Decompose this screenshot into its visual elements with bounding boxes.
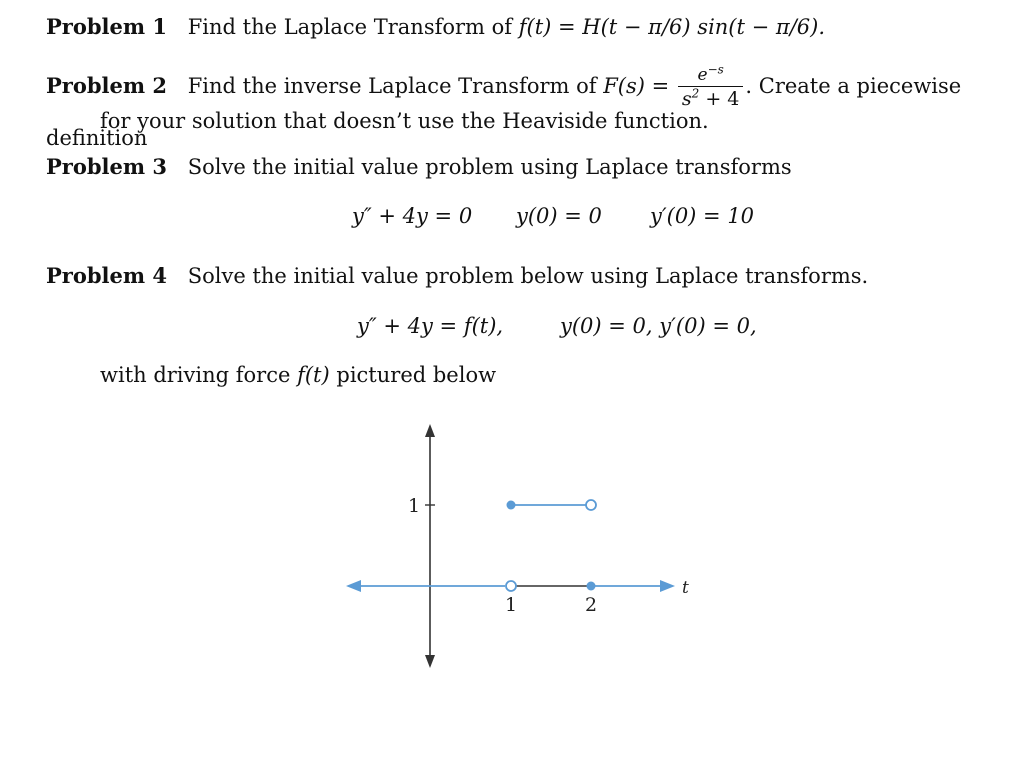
problem-2-after: . Create a piecewise definition bbox=[46, 74, 962, 150]
problem-1-intro: Find the Laplace Transform of bbox=[187, 15, 513, 39]
fraction-denominator-exponent: 2 bbox=[691, 86, 700, 101]
problem-2-lhs: F(s) = bbox=[603, 74, 670, 98]
problem-1 bbox=[46, 14, 825, 40]
problem-3 bbox=[46, 154, 792, 180]
problem-1-formula: f(t) = H(t − π/6) sin(t − π/6). bbox=[518, 15, 825, 39]
problem-4-intro: Solve the initial value problem below using Laplace transforms. bbox=[187, 264, 869, 288]
problem-4 bbox=[46, 263, 868, 289]
problem-2-label: Problem 2 bbox=[46, 73, 168, 98]
problem-3-initial-yprime: y′(0) = 10 bbox=[650, 204, 755, 228]
problem-2-continuation: for your solution that doesn’t use the Heaviside function. bbox=[100, 109, 709, 133]
fraction-denominator: s bbox=[681, 88, 692, 110]
fraction-numerator: e bbox=[697, 65, 708, 85]
problem-4-driving-force bbox=[100, 362, 496, 388]
problem-1-label: Problem 1 bbox=[46, 14, 168, 39]
problem-4-initial-conditions: y(0) = 0, y′(0) = 0, bbox=[560, 314, 757, 338]
driving-func: f(t) bbox=[297, 363, 330, 387]
problem-2-intro: Find the inverse Laplace Transform of bbox=[187, 74, 597, 98]
x-tick-label-2: 2 bbox=[585, 594, 598, 616]
f-series bbox=[346, 500, 675, 592]
driving-suffix: pictured below bbox=[336, 363, 497, 387]
y-tick-label: 1 bbox=[408, 495, 421, 517]
closed-point-1-1 bbox=[507, 501, 516, 510]
problem-3-label: Problem 3 bbox=[46, 154, 168, 179]
fraction-numerator-exponent: −s bbox=[707, 62, 724, 77]
x-axis-label: t bbox=[682, 578, 689, 598]
problem-3-intro: Solve the initial value problem using Laplace transforms bbox=[187, 155, 792, 179]
problem-3-equation: y″ + 4y = 0 bbox=[352, 204, 473, 228]
y-axis-arrow-up bbox=[425, 424, 435, 437]
problem-3-initial-y: y(0) = 0 bbox=[516, 204, 602, 228]
problem-4-equation: y″ + 4y = f(t), bbox=[357, 314, 504, 338]
right-arrow bbox=[660, 580, 675, 592]
closed-point-2-0 bbox=[587, 582, 596, 591]
left-arrow bbox=[346, 580, 361, 592]
driving-force-graph bbox=[330, 410, 730, 680]
problem-2-fraction bbox=[678, 62, 744, 110]
y-axis-arrow-down bbox=[425, 655, 435, 668]
driving-prefix: with driving force bbox=[100, 363, 291, 387]
open-point-1-0 bbox=[506, 581, 516, 591]
problem-4-label: Problem 4 bbox=[46, 263, 168, 288]
fraction-denominator-tail: + 4 bbox=[699, 88, 740, 110]
open-point-2-1 bbox=[586, 500, 596, 510]
x-tick-label-1: 1 bbox=[505, 594, 518, 616]
